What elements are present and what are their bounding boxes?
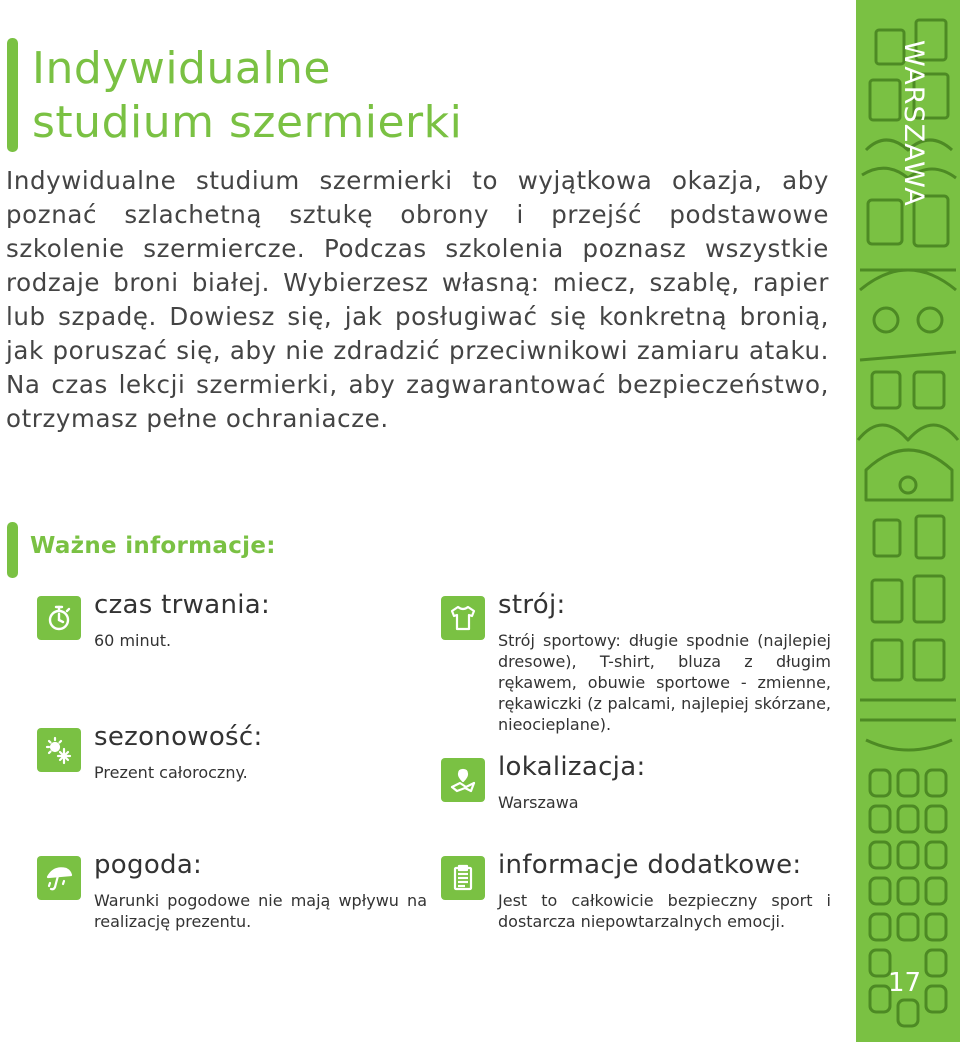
- sun-snowflake-icon: [37, 728, 81, 772]
- season-label: sezonowość:: [94, 722, 263, 752]
- duration-value: 60 minut.: [94, 631, 172, 650]
- page-title: [32, 42, 462, 150]
- location-label: lokalizacja:: [498, 752, 646, 782]
- tshirt-icon: [441, 596, 485, 640]
- stopwatch-icon: [37, 596, 81, 640]
- weather-label: pogoda:: [94, 850, 203, 880]
- clipboard-icon: [441, 856, 485, 900]
- umbrella-icon: [37, 856, 81, 900]
- city-vertical-label: WARSZAWA: [898, 40, 929, 207]
- outfit-label: strój:: [498, 590, 566, 620]
- location-value: Warszawa: [498, 793, 579, 812]
- extra-value: Jest to całkowicie bezpieczny sport i dostarcza niepowtarzalnych emocji.: [498, 891, 831, 931]
- title-accent-bar: [7, 38, 18, 152]
- intro-paragraph: Indywidualne studium szermierki to wyjątkowa okazja, aby poznać szlachetną sztukę obrony i przejść podstawowe szkolenie szermiercze. Podczas szkolenia poznasz wszystkie rodzaje broni białej. Wybierzesz własną: miecz, szablę, rapier lub szpadę. Dowiesz się, jak posługiwać się konkretną bronią, jak poruszać się, aby nie zdradzić przeciwnikowi zamiaru ataku. Na czas lekcji szermierki, aby zagwarantować bezpieczeństwo, otrzymasz pełne ochraniacze.: [6, 166, 829, 433]
- duration-label: czas trwania:: [94, 590, 271, 620]
- title-line-1: Indywidualne: [32, 43, 332, 94]
- page-number: 17: [888, 968, 922, 998]
- title-line-2: studium szermierki: [32, 97, 463, 148]
- season-value: Prezent całoroczny.: [94, 763, 248, 782]
- outfit-value: Strój sportowy: długie spodnie (najlepiej dresowe), T-shirt, bluza z długim rękawem, obuwie sportowe - zmienne, rękawiczki (z palcami, najlepiej skórzane, nieocieplane).: [498, 631, 831, 734]
- weather-value: Warunki pogodowe nie mają wpływu na realizację prezentu.: [94, 891, 427, 931]
- extra-label: informacje dodatkowe:: [498, 850, 802, 880]
- section-heading: Ważne informacje:: [30, 533, 276, 559]
- map-icon: [441, 758, 485, 802]
- section-accent-bar: [7, 522, 18, 578]
